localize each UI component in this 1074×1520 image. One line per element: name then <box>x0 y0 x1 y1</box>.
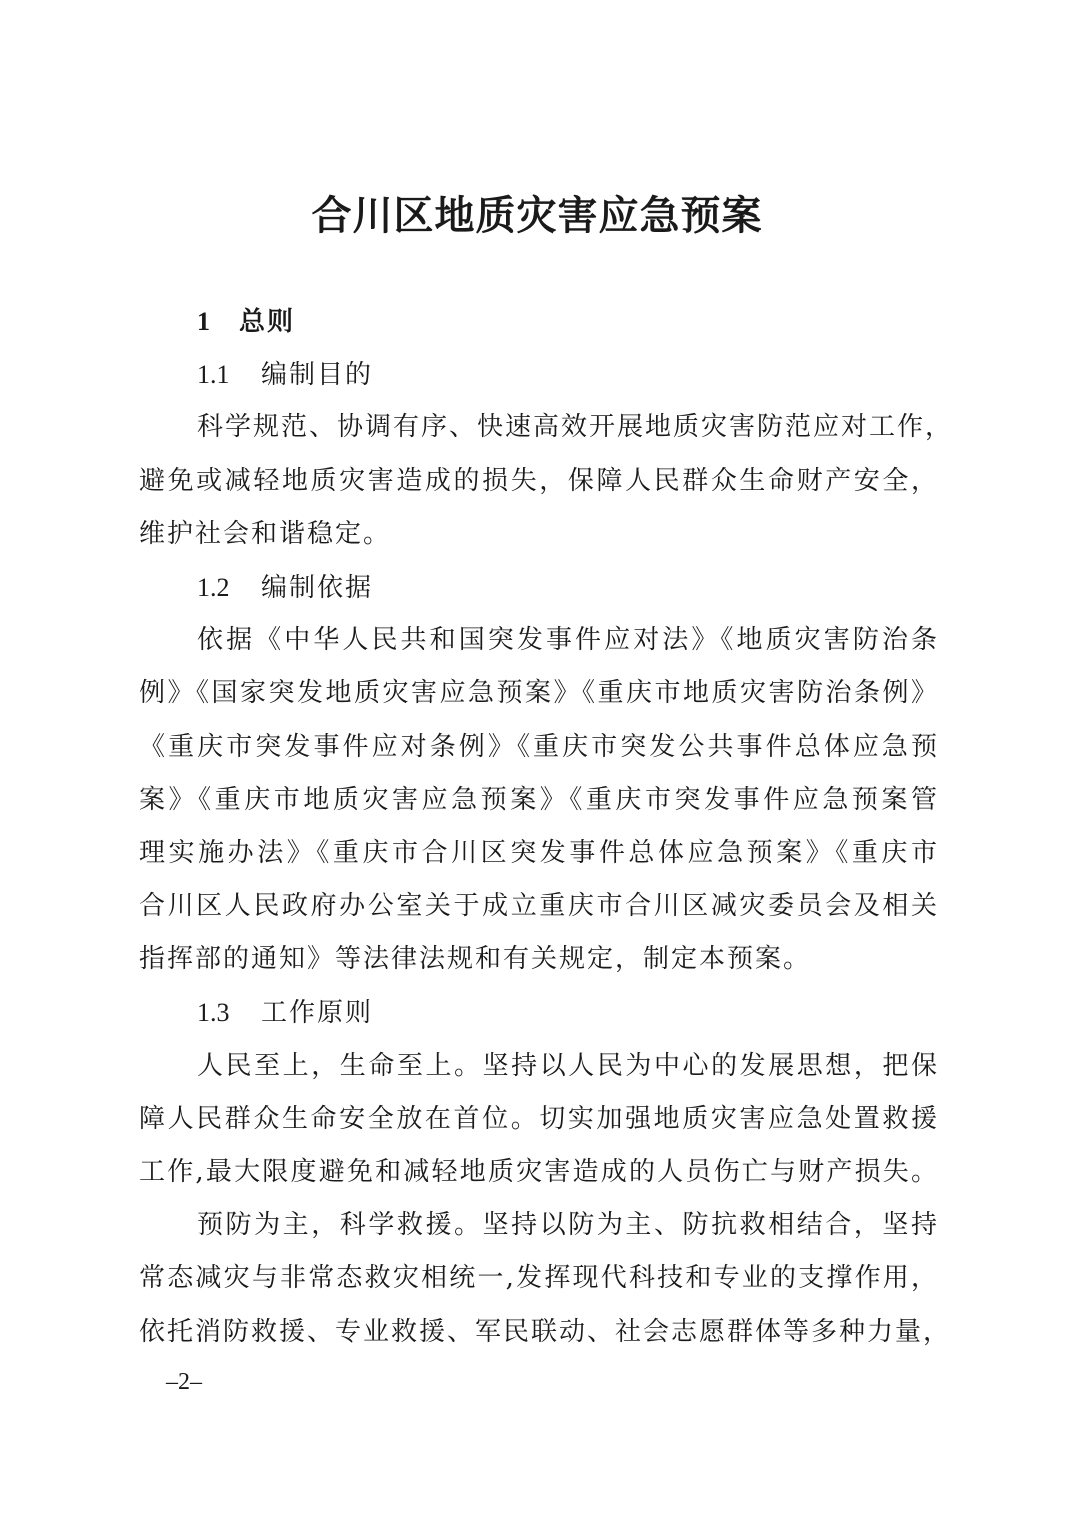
section-number: 1.1 <box>197 360 230 390</box>
paragraph-line: 依托消防救援、专业救援、军民联动、社会志愿群体等多种力量， <box>139 1316 952 1347</box>
paragraph-line: 工作,最大限度避免和减轻地质灾害造成的人员伤亡与财产损失。 <box>139 1157 939 1187</box>
paragraph-line: 科学规范、协调有序、快速高效开展地质灾害防范应对工作， <box>197 412 954 443</box>
section-title: 工作原则 <box>261 998 374 1029</box>
section-title: 编制依据 <box>261 572 374 603</box>
section-title: 总则 <box>239 307 296 337</box>
document-body <box>139 295 954 1359</box>
document-title: 合川区地质灾害应急预案 <box>311 192 763 239</box>
section-number: 1.3 <box>197 998 230 1028</box>
page-number: –2– <box>166 1369 202 1395</box>
paragraph-line: 合川区人民政府办公室关于成立重庆市合川区减灾委员会及相关 <box>139 891 939 922</box>
paragraph-line: 例》《国家突发地质灾害应急预案》《重庆市地质灾害防治条例》 <box>139 678 939 709</box>
paragraph-line: 障人民群众生命安全放在首位。切实加强地质灾害应急处置救援 <box>139 1103 939 1134</box>
section-heading-1-3 <box>139 986 939 1039</box>
section-heading-1-2 <box>139 561 939 614</box>
paragraph-line: 理实施办法》《重庆市合川区突发事件总体应急预案》《重庆市 <box>139 837 939 868</box>
paragraph-line: 指挥部的通知》等法律法规和有关规定，制定本预案。 <box>139 944 812 975</box>
paragraph-line: 维护社会和谐稳定。 <box>139 518 392 549</box>
paragraph-line: 预防为主，科学救援。坚持以防为主、防抗救相结合，坚持 <box>197 1210 939 1241</box>
paragraph-line: 人民至上，生命至上。坚持以人民为中心的发展思想，把保 <box>197 1050 939 1081</box>
section-heading-1 <box>139 295 939 348</box>
section-number: 1 <box>197 307 210 336</box>
section-number: 1.2 <box>197 572 230 602</box>
section-heading-1-1 <box>139 348 939 401</box>
paragraph-line: 案》《重庆市地质灾害应急预案》《重庆市突发事件应急预案管 <box>139 784 939 815</box>
paragraph-line: 避免或减轻地质灾害造成的损失，保障人民群众生命财产安全， <box>139 465 939 496</box>
paragraph-line: 依据《中华人民共和国突发事件应对法》《地质灾害防治条 <box>197 625 939 656</box>
paragraph-line: 《重庆市突发事件应对条例》《重庆市突发公共事件总体应急预 <box>139 731 939 762</box>
section-title: 编制目的 <box>261 360 374 391</box>
paragraph-line: 常态减灾与非常态救灾相统一,发挥现代科技和专业的支撑作用， <box>139 1263 939 1294</box>
